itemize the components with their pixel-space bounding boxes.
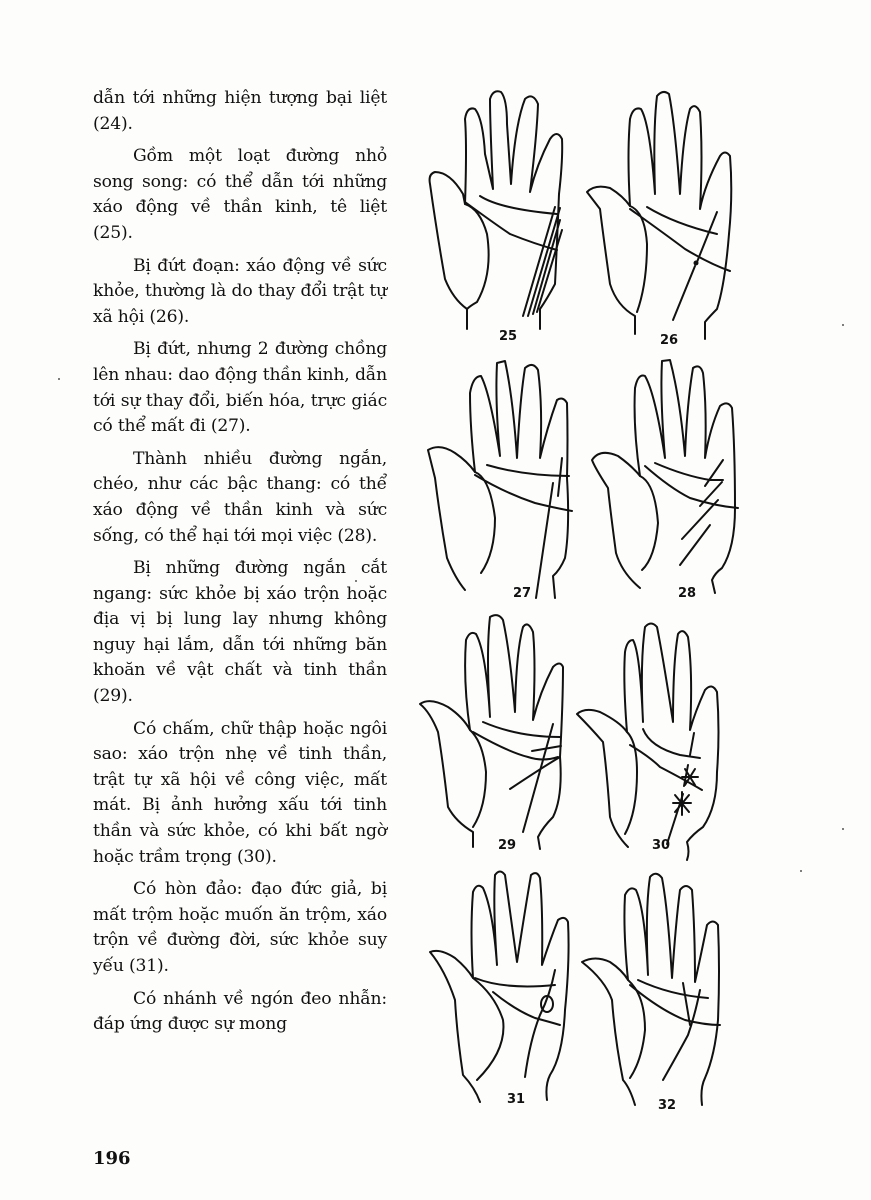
figure-label: 29 bbox=[498, 838, 517, 853]
hand-palm-icon bbox=[585, 84, 755, 354]
paragraph-2: Gồm một loạt đường nhỏ song song: có thể dẫn tới những xáo động về thần kinh, tê liệt (25). bbox=[93, 146, 387, 243]
paragraph-7: Có chấm, chữ thập hoặc ngôi sao: xáo trộn nhẹ về tinh thần, trật tự xã hội về công việc, mất mát. Bị ảnh hưởng xấu tới tinh thần và sức khỏe, có khi bất ngờ hoặc trầm trọng (30). bbox=[93, 718, 387, 867]
hand-palm-icon bbox=[418, 612, 588, 862]
hand-palm-icon bbox=[425, 358, 595, 608]
scan-speck bbox=[355, 580, 357, 582]
paragraph-5: Thành nhiều đường ngắn, chéo, như các bậc thang: có thể xáo động về thần kinh và sức sống, có thể hại tới mọi việc (28). bbox=[93, 448, 387, 546]
page-number: 196 bbox=[93, 1148, 131, 1169]
hand-palm-icon bbox=[425, 870, 595, 1120]
scan-speck bbox=[842, 324, 844, 326]
figure-30 bbox=[575, 612, 745, 882]
paragraph-4: Bị đứt, nhưng 2 đường chồng lên nhau: dao động thần kinh, dẫn tới sự thay đổi, biến hóa, trực giác có thể mất đi (27). bbox=[93, 339, 387, 437]
scan-speck bbox=[800, 870, 802, 872]
hand-palm-icon bbox=[580, 870, 750, 1120]
figure-label: 32 bbox=[658, 1098, 677, 1113]
figure-label: 28 bbox=[678, 586, 697, 601]
paragraph-8: Có hòn đảo: đạo đức giả, bị mất trộm hoặc muốn ăn trộm, xáo trộn về đường đời, sức khỏe suy yếu (31). bbox=[93, 879, 387, 976]
scan-speck bbox=[842, 828, 844, 830]
paragraph-9: Có nhánh về ngón đeo nhẫn: đáp ứng được sự mong bbox=[93, 988, 387, 1035]
body-text bbox=[93, 86, 387, 1045]
hand-palm-icon bbox=[575, 612, 745, 862]
figure-label: 25 bbox=[499, 329, 518, 344]
figure-26 bbox=[585, 84, 755, 354]
figure-label: 30 bbox=[652, 838, 671, 853]
paragraph-6: Bị những đường ngắn cắt ngang: sức khỏe bị xáo trộn hoặc địa vị bị lung lay nhưng không nguy hại lắm, dẫn tới những băn khoăn về vật chất và tinh thần (29). bbox=[93, 558, 387, 707]
figure-label: 26 bbox=[660, 333, 679, 348]
figure-32 bbox=[580, 870, 750, 1140]
paragraph-3: Bị đứt đoạn: xáo động về sức khỏe, thường là do thay đổi trật tự xã hội (26). bbox=[93, 255, 387, 327]
hand-palm-icon bbox=[590, 358, 760, 608]
figure-27 bbox=[425, 358, 595, 628]
figure-31 bbox=[425, 870, 595, 1140]
figure-label: 31 bbox=[507, 1092, 526, 1107]
figure-25 bbox=[425, 84, 595, 354]
scan-speck bbox=[58, 378, 60, 380]
hand-palm-icon bbox=[425, 84, 595, 354]
figure-28 bbox=[590, 358, 760, 628]
figure-29 bbox=[418, 612, 588, 882]
paragraph-1: dẫn tới những hiện tượng bại liệt (24). bbox=[93, 88, 387, 134]
figure-label: 27 bbox=[513, 586, 532, 601]
